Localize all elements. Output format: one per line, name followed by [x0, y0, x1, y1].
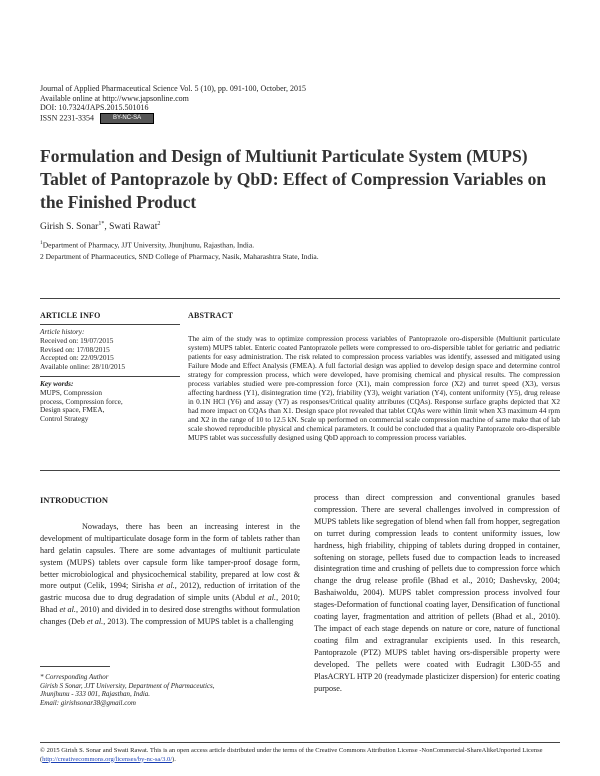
footnote-email: Email: girishsonar38@gmail.com: [40, 698, 136, 707]
paper-title: Formulation and Design of Multiunit Particulate System (MUPS) Tablet of Pantoprazole by QbD: Effect of Compression Variables on the Finished Product: [40, 146, 547, 212]
available-date: Available online: 28/10/2015: [40, 362, 125, 372]
footer-text-b: ).: [172, 755, 176, 763]
section-divider: [40, 298, 560, 299]
aff-1-sup: 1: [40, 240, 43, 246]
intro-text-b: , 2012), reduction of irritation of the gastric mucosa due to drug degradation of simple units (Abdul: [40, 581, 301, 603]
received-date: Received on: 19/07/2015: [40, 335, 114, 345]
keyword-line-4: Control Strategy: [40, 414, 89, 424]
footer-text-a: © 2015 Girish S. Sonar and Swati Rawat. This is an open access article distributed under the terms of the Creative Commons Attribution License -NonCommercial-ShareAlikeUnported License (: [40, 747, 543, 763]
history-label: Article history:: [40, 327, 85, 336]
license-footer: [40, 747, 560, 764]
issn-text: ISSN 2231-3354: [40, 112, 95, 122]
etal-1: et al.: [157, 581, 175, 591]
author-list: [40, 221, 160, 232]
accepted-date: Accepted on: 22/09/2015: [40, 353, 114, 363]
abstract-heading: ABSTRACT: [188, 311, 234, 320]
intro-text-c: , 2010; Bhad: [40, 593, 301, 615]
author-sep: ,: [104, 222, 110, 233]
footnote-line-2: Jhunjhunu - 333 001, Rajasthan, India.: [40, 690, 151, 699]
footnote-label: * Corresponding Author: [40, 673, 109, 681]
article-info-box: [40, 302, 180, 424]
introduction-heading: INTRODUCTION: [40, 495, 109, 505]
journal-issn: [40, 113, 306, 124]
aff-1-text: Department of Pharmacy, JJT University, Jhunjhunu, Rajasthan, India.: [42, 240, 255, 250]
author-1-sup: 1*: [98, 221, 105, 227]
etal-3: et al.: [59, 605, 76, 615]
abstract-text: The aim of the study was to optimize compression process variables of Pantoprazole oro-dispersible (Multiunit particulate system) MUPS tablet. Enteric coated Pantoprazole pellets were compressed to oro-dispersible tablet for geriatric and pediatric patients for easy administration. The risk related to compression process variables was identify, assessed and mitigated using Failure Mode and Effect Analysis (FMEA). A full factorial design was applied to develop design space and determine control strategy for compression process, which were developed, have promising chemical and physical results. The compression process variables studied were pre-compression force (X1), main compression force (X2) and turret speed (X3), versus affecting hardness (Y1), disintegration time (Y2), friability (Y3), weight variation (Y4), content uniformity (Y5), drug release in 0.1N HCl (Y6) and assay (Y7) as responses/Critical quality attributes (CQAs). Response surface graphs depicted that X2 had more impact on CQAs than X1. Design space plot revealed that tablet CQAs were within limit when X3 maximum 44 rpm and X2 in the range of 10 to 12.5 kN. Scale up performed on commercial scale compression machine of same make that of lab scale showed reproducible physical and chemical parameters. It could be concluded that a quality Pantoprazole oro-dispersible MUPS tablet was successfully designed using QbD approach to compression process variables.: [188, 334, 560, 442]
footnote-rule: [40, 666, 110, 667]
journal-availability: Available online at http://www.japsonline.com: [40, 93, 189, 103]
journal-citation: Journal of Applied Pharmaceutical Science Vol. 5 (10), pp. 091-100, October, 2015: [40, 84, 306, 93]
article-info-heading: ARTICLE INFO: [40, 311, 101, 320]
affiliation-2: 2 Department of Pharmaceutics, SND College of Pharmacy, Nasik, Maharashtra State, India.: [40, 252, 319, 261]
body-column-2: [314, 492, 560, 694]
journal-doi: DOI: 10.7324/JAPS.2015.501016: [40, 103, 149, 112]
corresponding-author-note: [40, 673, 280, 707]
intro-paragraph-1: [40, 521, 300, 628]
license-link[interactable]: http://creativecommons.org/licenses/by-nc-sa/3.0/: [42, 755, 173, 763]
keyword-line-3: Design space, FMEA,: [40, 405, 105, 415]
abstract-bottom-rule: [40, 470, 560, 471]
abstract-section: [188, 302, 560, 442]
intro-paragraph-2: process than direct compression and conventional granules based compression. There are several challenges involved in compression of MUPS tablets like segregation of blend when fall from hopper, segregation on turret during compression leads to content uniformity issues, low hardness, high friability, chipping of tablets during dropped in container, softening on storage, pellets fused due to compaction leads to increased disintegration time and crushing of pellets due to compression force which change the drug release profile (Bhad et al., 2010; Dashevsky, 2004; Bashaiwoldu, 2004). MUPS tablet compression process involved four stages-Deformation of functional coating layer, Densification of functional coating layer, fragmentation and attrition of pellets (Bhad et al., 2010). The impact of each stage depends on nature or core, nature of functional coating film and extragranular excipients used. In this research, Pantoprazole (PTZ) MUPS tablet having ors-dispersible property were developed. The pellets were coated with Eudragit L30D-55 and PlasACRYL HTP 20 (readymade plasticizer dispersion) for enteric coating purpose.: [314, 493, 560, 693]
author-2: Swati Rawat: [109, 222, 158, 233]
footer-rule: [40, 742, 560, 743]
article-history: [40, 324, 180, 372]
keywords-block: [40, 376, 180, 424]
affiliation-1: [40, 240, 254, 250]
etal-2: et al.: [258, 593, 277, 603]
author-2-sup: 2: [157, 221, 161, 227]
keyword-line-1: MUPS, Compression: [40, 387, 103, 397]
intro-text-a: Nowadays, there has been an increasing interest in the development of multiparticulate dosage form in the form of tablets rather than hard gelatin capsules. There are some advantages of multiunit particulate system (MUPS) tablets over capsule form like tamper-proof dosage form, better microbiological and physicochemical stability, prepared at low cost & more output (Celik, 1994; Sirisha: [40, 521, 300, 591]
cc-license-badge-icon: BY-NC-SA: [100, 113, 154, 124]
intro-text-d: , 2010) and divided in to desired dose strengths without formulation changes (Deb: [40, 605, 300, 627]
etal-4: et al.: [86, 617, 104, 627]
keyword-line-2: process, Compression force,: [40, 396, 123, 406]
body-column-1: [40, 495, 300, 628]
footnote-line-1: Girish S Sonar, JJT University, Department of Pharmaceutics,: [40, 681, 215, 690]
revised-date: Revised on: 17/08/2015: [40, 344, 110, 354]
intro-text-e: , 2013). The compression of MUPS tablet is a challenging: [103, 617, 294, 627]
journal-header: [40, 84, 306, 124]
author-1: Girish S. Sonar: [40, 222, 99, 233]
keywords-label: Key words:: [40, 378, 74, 388]
